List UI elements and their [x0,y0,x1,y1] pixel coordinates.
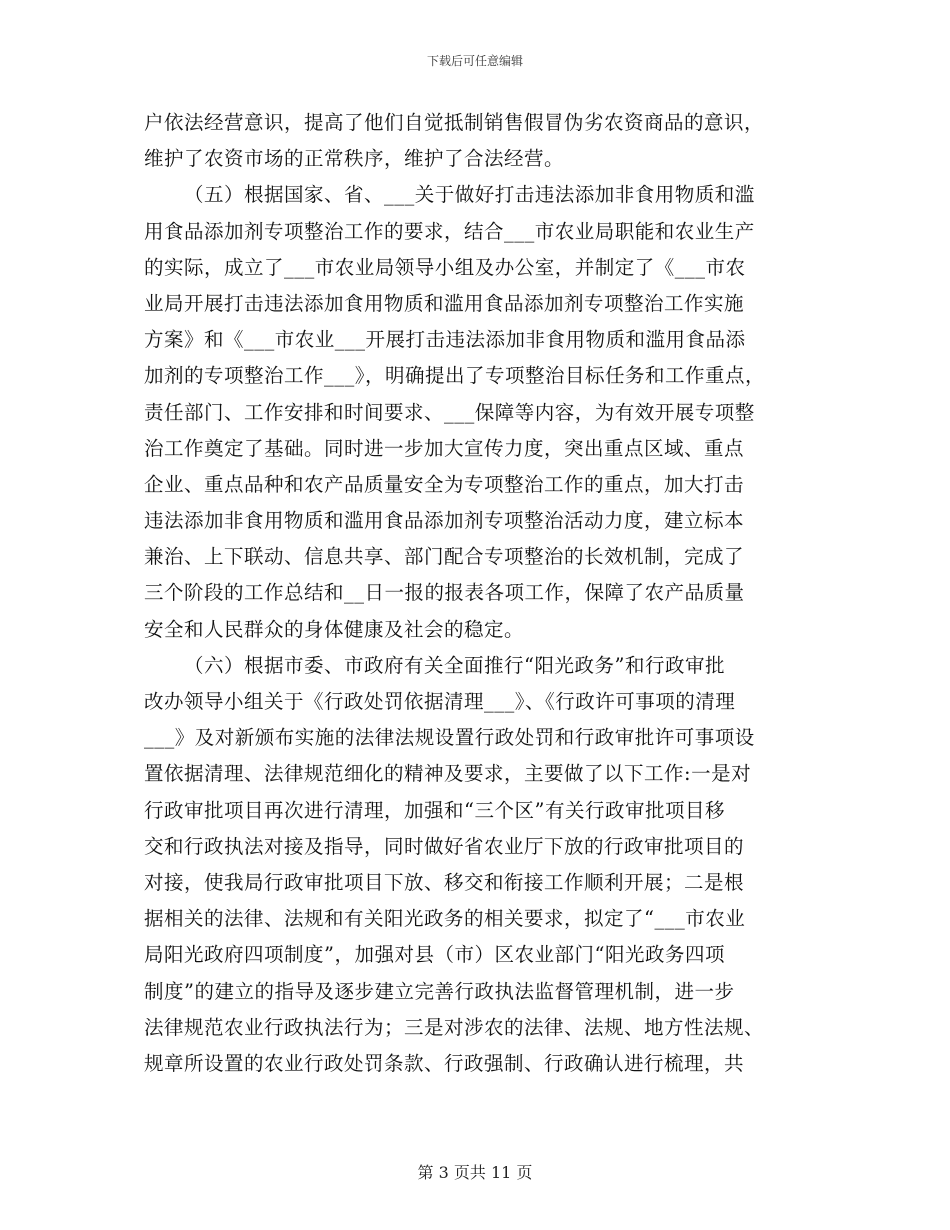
text-line: 行政审批项目再次进行清理，加强和“三个区”有关行政审批项目移 [144,798,725,822]
text-line: 治工作奠定了基础。同时进一步加大宣传力度，突出重点区域、重点 [144,436,745,460]
text-line: 对接，使我局行政审批项目下放、移交和衔接工作顺利开展；二是根 [144,870,745,894]
text-line: 兼治、上下联动、信息共享、部门配合专项整治的长效机制，完成了 [144,545,745,569]
text-line: 加剂的专项整治工作___》，明确提出了专项整治目标任务和工作重点， [144,364,766,388]
text-line: 方案》和《___市农业___开展打击违法添加非食用物质和滥用食品添 [144,328,746,352]
paragraph-start-line: （六）根据市委、市政府有关全面推行“阳光政务”和行政审批 [184,653,725,677]
text-line: 户依法经营意识，提高了他们自觉抵制销售假冒伪劣农资商品的意识， [144,111,765,134]
text-line: 规章所设置的农业行政处罚条款、行政强制、行政确认进行梳理，共 [144,1051,745,1075]
text-line: 违法添加非食用物质和滥用食品添加剂专项整治活动力度，建立标本 [144,509,745,533]
text-line: 局阳光政府四项制度”，加强对县（市）区农业部门“阳光政务四项 [144,943,725,967]
text-line: 责任部门、工作安排和时间要求、___保障等内容，为有效开展专项整 [144,400,755,424]
text-line: 安全和人民群众的身体健康及社会的稳定。 [144,617,525,641]
page-number-footer: 第 3 页共 11 页 [417,1163,533,1182]
text-line: 维护了农资市场的正常秩序，维护了合法经营。 [144,147,565,171]
text-line: 置依据清理、法律规范细化的精神及要求，主要做了以下工作:一是对 [144,762,752,786]
text-line: 改办领导小组关于《行政处罚依据清理___》、《行政许可事项的清理 [144,690,736,713]
text-line: 的实际，成立了___市农业局领导小组及办公室，并制定了《___市农 [144,255,746,279]
page-header: 下载后可任意编辑 [426,54,523,68]
text-line: ___》及对新颁布实施的法律法规设置行政处罚和行政审批许可事项设 [144,726,755,750]
paragraph-start-line: （五）根据国家、省、___关于做好打击违法添加非食用物质和滥 [184,183,755,207]
text-line: 用食品添加剂专项整治工作的要求，结合___市农业局职能和农业生产 [144,219,755,243]
text-line: 三个阶段的工作总结和__日一报的报表各项工作，保障了农产品质量 [144,581,745,605]
text-line: 法律规范农业行政执法行为；三是对涉农的法律、法规、地方性法规、 [144,1015,765,1039]
text-line: 业局开展打击违法添加食用物质和滥用食品添加剂专项整治工作实施 [144,291,745,315]
text-line: 制度”的建立的指导及逐步建立完善行政执法监督管理机制，进一步 [144,979,735,1003]
text-line: 企业、重点品种和农产品质量安全为专项整治工作的重点，加大打击 [144,472,745,496]
text-line: 据相关的法律、法规和有关阳光政务的相关要求，拟定了“___市农业 [144,907,746,931]
text-line: 交和行政执法对接及指导，同时做好省农业厅下放的行政审批项目的 [144,834,745,858]
document-body [144,105,811,1082]
